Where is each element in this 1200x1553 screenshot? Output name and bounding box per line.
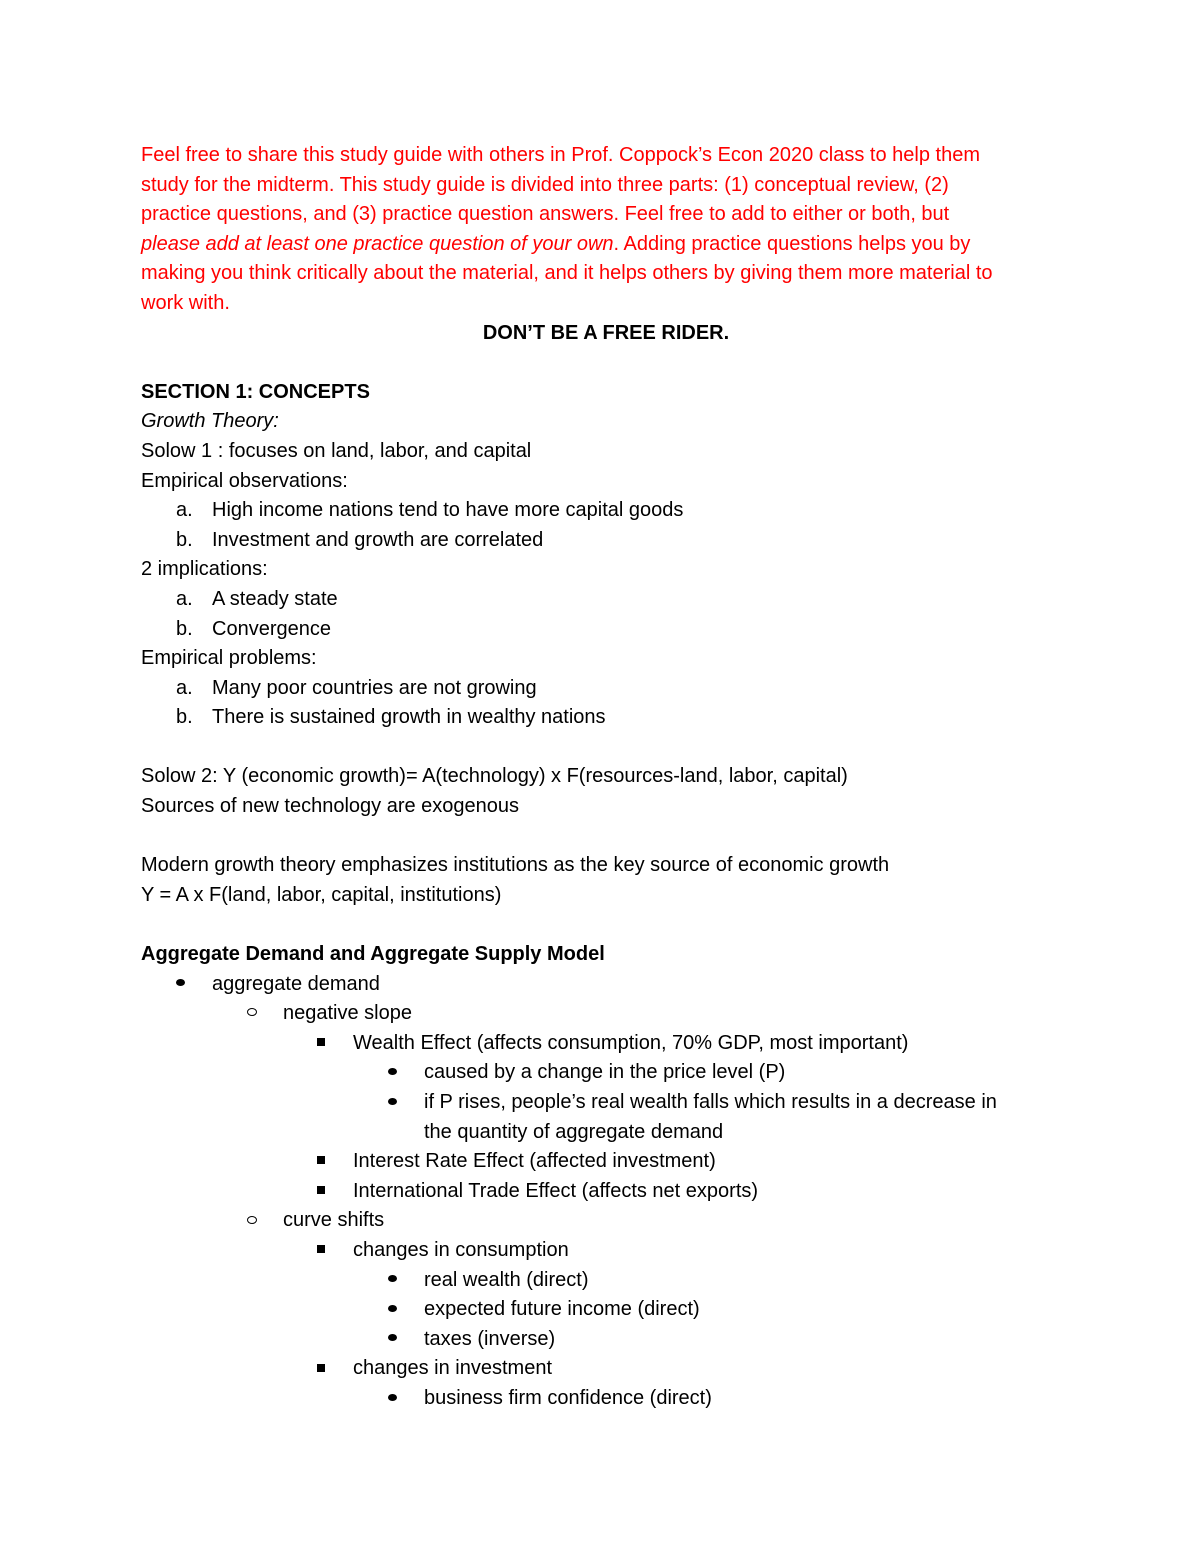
list-item-text: expected future income (direct) <box>424 1298 700 1321</box>
list-item-text: if P rises, people’s real wealth falls which results in a decrease in <box>424 1091 997 1113</box>
list-item <box>141 970 1071 1000</box>
intro-line-6: work with. <box>141 291 230 314</box>
list-item <box>141 1295 1071 1325</box>
intro-line-1: Feel free to share this study guide with others in Prof. Coppock’s Econ 2020 class to help them <box>141 144 980 166</box>
list-item <box>141 1384 1071 1414</box>
intro-line-4-rest: . Adding practice questions helps you by <box>613 232 971 255</box>
bullet-circle-icon <box>247 1206 257 1236</box>
bullet-square-icon <box>317 1236 325 1266</box>
list-item-text: International Trade Effect (affects net exports) <box>353 1179 759 1202</box>
list-item-text: Investment and growth are correlated <box>212 528 544 551</box>
document-content <box>141 141 1071 1414</box>
list-item <box>141 1058 1071 1088</box>
list-item <box>141 1236 1071 1266</box>
list-item-text: A steady state <box>212 587 338 610</box>
bullet-dot-icon <box>388 1058 397 1088</box>
spacer <box>141 822 1071 852</box>
empirical-observations-label: Empirical observations: <box>141 469 348 492</box>
list-item <box>141 1088 1071 1118</box>
list-item-text: changes in investment <box>353 1357 553 1380</box>
intro-line-2: study for the midterm. This study guide is divided into three parts: (1) conceptual review, (2) <box>141 173 949 196</box>
intro-italic-request: please add at least one practice question of your own <box>141 232 614 255</box>
modern-growth-equation: Y = A x F(land, labor, capital, institutions) <box>141 883 502 906</box>
list-item-text: real wealth (direct) <box>424 1268 589 1291</box>
list-item-continuation: the quantity of aggregate demand <box>424 1120 724 1143</box>
intro-line-5: making you think critically about the material, and it helps others by giving them more material to <box>141 262 993 285</box>
intro-paragraph <box>141 141 1071 319</box>
bullet-square-icon <box>317 1177 325 1207</box>
list-marker: a. <box>176 676 193 699</box>
list-item <box>141 1354 1071 1384</box>
bullet-dot-icon <box>388 1266 397 1296</box>
solow-1: Solow 1 : focuses on land, labor, and capital <box>141 439 532 462</box>
adas-title: Aggregate Demand and Aggregate Supply Model <box>141 943 605 966</box>
list-item <box>141 585 1071 615</box>
bullet-dot-icon <box>176 970 185 1000</box>
list-marker: a. <box>176 587 193 610</box>
solow-2: Solow 2: Y (economic growth)= A(technology) x F(resources-land, labor, capital) <box>141 765 848 788</box>
list-item-text: business firm confidence (direct) <box>424 1386 712 1409</box>
bullet-dot-icon <box>388 1088 397 1118</box>
list-item-text: High income nations tend to have more capital goods <box>212 499 684 522</box>
list-marker: b. <box>176 528 193 551</box>
list-item <box>141 1206 1071 1236</box>
list-item-text: Convergence <box>212 617 331 640</box>
list-item <box>141 1325 1071 1355</box>
list-item-text: caused by a change in the price level (P) <box>424 1061 786 1084</box>
bullet-square-icon <box>317 1029 325 1059</box>
spacer <box>141 910 1071 940</box>
list-item-text: negative slope <box>283 1002 412 1025</box>
list-item-text: changes in consumption <box>353 1238 569 1261</box>
list-item-text: Wealth Effect (affects consumption, 70% GDP, most important) <box>353 1031 909 1054</box>
intro-line-3: practice questions, and (3) practice question answers. Feel free to add to either or both, but <box>141 203 950 226</box>
implications-label: 2 implications: <box>141 558 268 581</box>
list-item <box>141 1029 1071 1059</box>
list-item <box>141 526 1071 556</box>
list-marker: b. <box>176 706 193 729</box>
solow-2-note: Sources of new technology are exogenous <box>141 795 520 818</box>
list-item <box>141 999 1071 1029</box>
list-item <box>141 674 1071 704</box>
intro-line-4 <box>141 230 1071 260</box>
section-1-title: SECTION 1: CONCEPTS <box>141 380 370 403</box>
modern-growth-theory: Modern growth theory emphasizes institutions as the key source of economic growth <box>141 854 890 877</box>
list-marker: a. <box>176 499 193 522</box>
list-item <box>141 496 1071 526</box>
list-item <box>141 703 1071 733</box>
bullet-dot-icon <box>388 1384 397 1414</box>
empirical-problems-label: Empirical problems: <box>141 647 317 670</box>
list-item-text: Many poor countries are not growing <box>212 676 537 699</box>
list-item-text: curve shifts <box>283 1209 385 1232</box>
growth-theory-heading: Growth Theory: <box>141 410 279 433</box>
list-item-text: There is sustained growth in wealthy nations <box>212 706 606 729</box>
list-item <box>141 1177 1071 1207</box>
list-item <box>141 1266 1071 1296</box>
list-item <box>141 1147 1071 1177</box>
spacer <box>141 348 1071 378</box>
bullet-square-icon <box>317 1147 325 1177</box>
bullet-dot-icon <box>388 1295 397 1325</box>
list-item-text: aggregate demand <box>212 972 380 995</box>
bullet-dot-icon <box>388 1325 397 1355</box>
list-marker: b. <box>176 617 193 640</box>
bullet-circle-icon <box>247 999 257 1029</box>
slogan: DON’T BE A FREE RIDER. <box>482 321 730 344</box>
spacer <box>141 733 1071 763</box>
list-item-text: Interest Rate Effect (affected investment) <box>353 1150 716 1173</box>
bullet-square-icon <box>317 1354 325 1384</box>
list-item-text: taxes (inverse) <box>424 1327 556 1350</box>
list-item <box>141 615 1071 645</box>
